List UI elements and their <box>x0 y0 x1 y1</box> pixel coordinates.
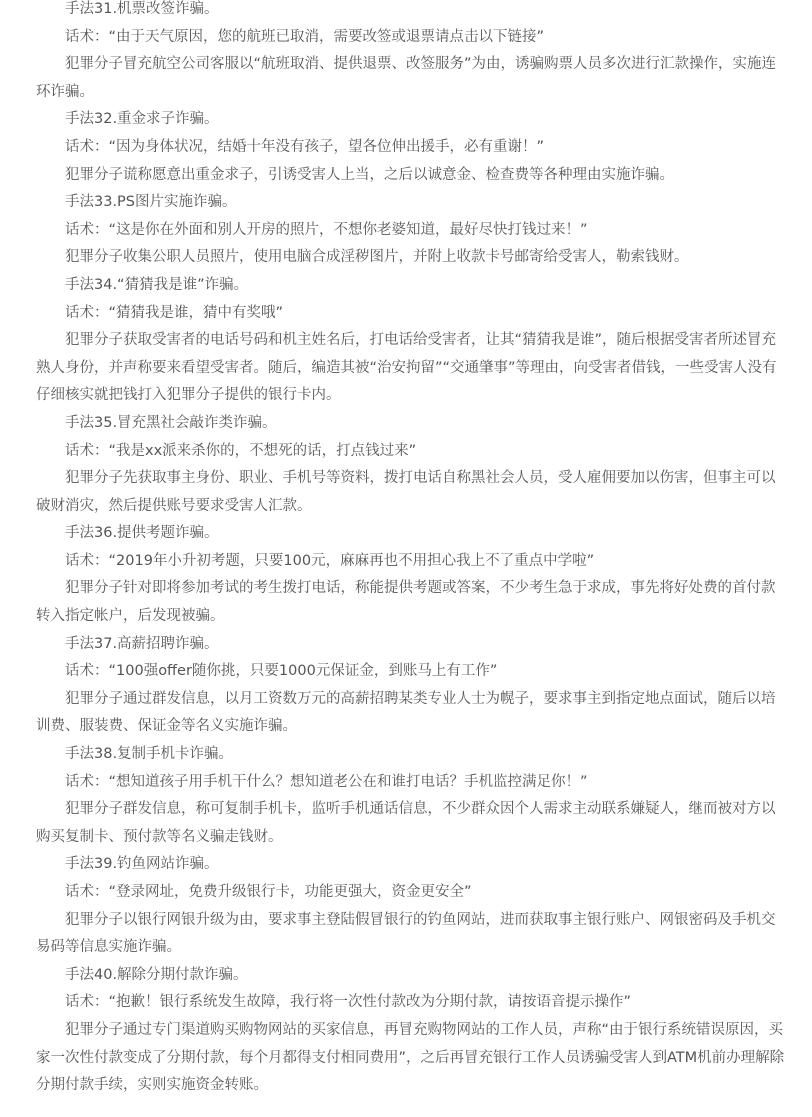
method-32-script: 话术：“因为身体状况，结婚十年没有孩子，望各位伸出援手，必有重谢！” <box>65 138 545 155</box>
method-38-title: 手法38.复制手机卡诈骗。 <box>65 746 234 763</box>
method-32-description: 犯罪分子谎称愿意出重金求子，引诱受害人上当，之后以诚意金、检查费等各种理由实施诈骗。 <box>65 166 674 183</box>
method-35-description: 犯罪分子先获取事主身份、职业、手机号等资料，拨打电话自称黑社会人员，受人雇佣要加以伤害，但事主可以破财消灾，然后提供账号要求受害人汇款。 <box>36 470 776 514</box>
method-34-description: 犯罪分子获取受害者的电话号码和机主姓名后，打电话给受害者，让其“猜猜我是谁”，随后根据受害者所述冒充熟人身份，并声称要来看望受害者。随后，编造其被“治安拘留”“交通肇事”等理由，向受害者借钱，一些受害人没有仔细核实就把钱打入犯罪分子提供的银行卡内。 <box>36 332 777 404</box>
method-40-title: 手法40.解除分期付款诈骗。 <box>65 966 248 983</box>
method-34-script: 话术：“猜猜我是谁，猜中有奖哦” <box>65 304 284 321</box>
method-34-title: 手法34.“猜猜我是谁”诈骗。 <box>65 276 249 293</box>
method-31-title: 手法31.机票改签诈骗。 <box>65 1 219 17</box>
method-35-script: 话术：“我是xx派来杀你的，不想死的话，打点钱过来” <box>65 442 417 459</box>
method-38-script: 话术：“想知道孩子用手机干什么？想知道老公在和谁打电话？手机监控满足你！” <box>65 773 588 790</box>
method-40-script: 话术：“抱歉！银行系统发生故障，我行将一次性付款改为分期付款，请按语音提示操作” <box>65 994 632 1011</box>
method-37-title: 手法37.高薪招聘诈骗。 <box>65 635 219 652</box>
method-39-title: 手法39.钓鱼网站诈骗。 <box>65 856 219 873</box>
method-33-script: 话术：“这是你在外面和别人开房的照片，不想你老婆知道，最好尽快打钱过来！” <box>65 221 588 238</box>
method-36-description: 犯罪分子针对即将参加考试的考生拨打电话，称能提供考题或答案，不少考生急于求成，事先将好处费的首付款转入指定帐户，后发现被骗。 <box>36 580 776 625</box>
method-33-title: 手法33.PS图片实施诈骗。 <box>65 194 237 211</box>
method-38-description: 犯罪分子群发信息，称可复制手机卡，监听手机通话信息，不少群众因个人需求主动联系嫌疑人，继而被对方以购买复制卡、预付款等名义骗走钱财。 <box>36 801 776 845</box>
method-37-script: 话术：“100强offer随你挑，只要1000元保证金，到账马上有工作” <box>65 663 498 680</box>
method-39-script: 话术：“登录网址，免费升级银行卡，功能更强大，资金更安全” <box>65 884 472 900</box>
method-31-script: 话术：“由于天气原因，您的航班已取消，需要改签或退票请点击以下链接” <box>65 28 545 45</box>
method-37-description: 犯罪分子通过群发信息，以月工资数万元的高薪招聘某类专业人士为幌子，要求事主到指定地点面试，随后以培训费、服装费、保证金等名义实施诈骗。 <box>36 690 776 735</box>
method-40-description: 犯罪分子通过专门渠道购买购物网站的买家信息，再冒充购物网站的工作人员，声称“由于银行系统错误原因，买家一次性付款变成了分期付款，每个月都得支付相同费用”，之后再冒充银行工作人员诱骗受害人到ATM机前办理解除分期付款手续，实则实施资金转账。 <box>36 1021 785 1094</box>
method-36-script: 话术：“2019年小升初考题，只要100元，麻麻再也不用担心我上不了重点中学啦” <box>65 552 595 569</box>
method-36-title: 手法36.提供考题诈骗。 <box>65 525 219 542</box>
method-31-description: 犯罪分子冒充航空公司客服以“航班取消、提供退票、改签服务”为由，诱骗购票人员多次进行汇款操作，实施连环诈骗。 <box>36 56 777 100</box>
method-33-description: 犯罪分子收集公职人员照片，使用电脑合成淫秽图片，并附上收款卡号邮寄给受害人，勒索钱财。 <box>65 249 689 266</box>
method-32-title: 手法32.重金求子诈骗。 <box>65 111 219 128</box>
method-35-title: 手法35.冒充黑社会敲诈类诈骗。 <box>65 414 277 431</box>
method-39-description: 犯罪分子以银行网银升级为由，要求事主登陆假冒银行的钓鱼网站，进而获取事主银行账户、网银密码及手机交易码等信息实施诈骗。 <box>36 911 776 956</box>
